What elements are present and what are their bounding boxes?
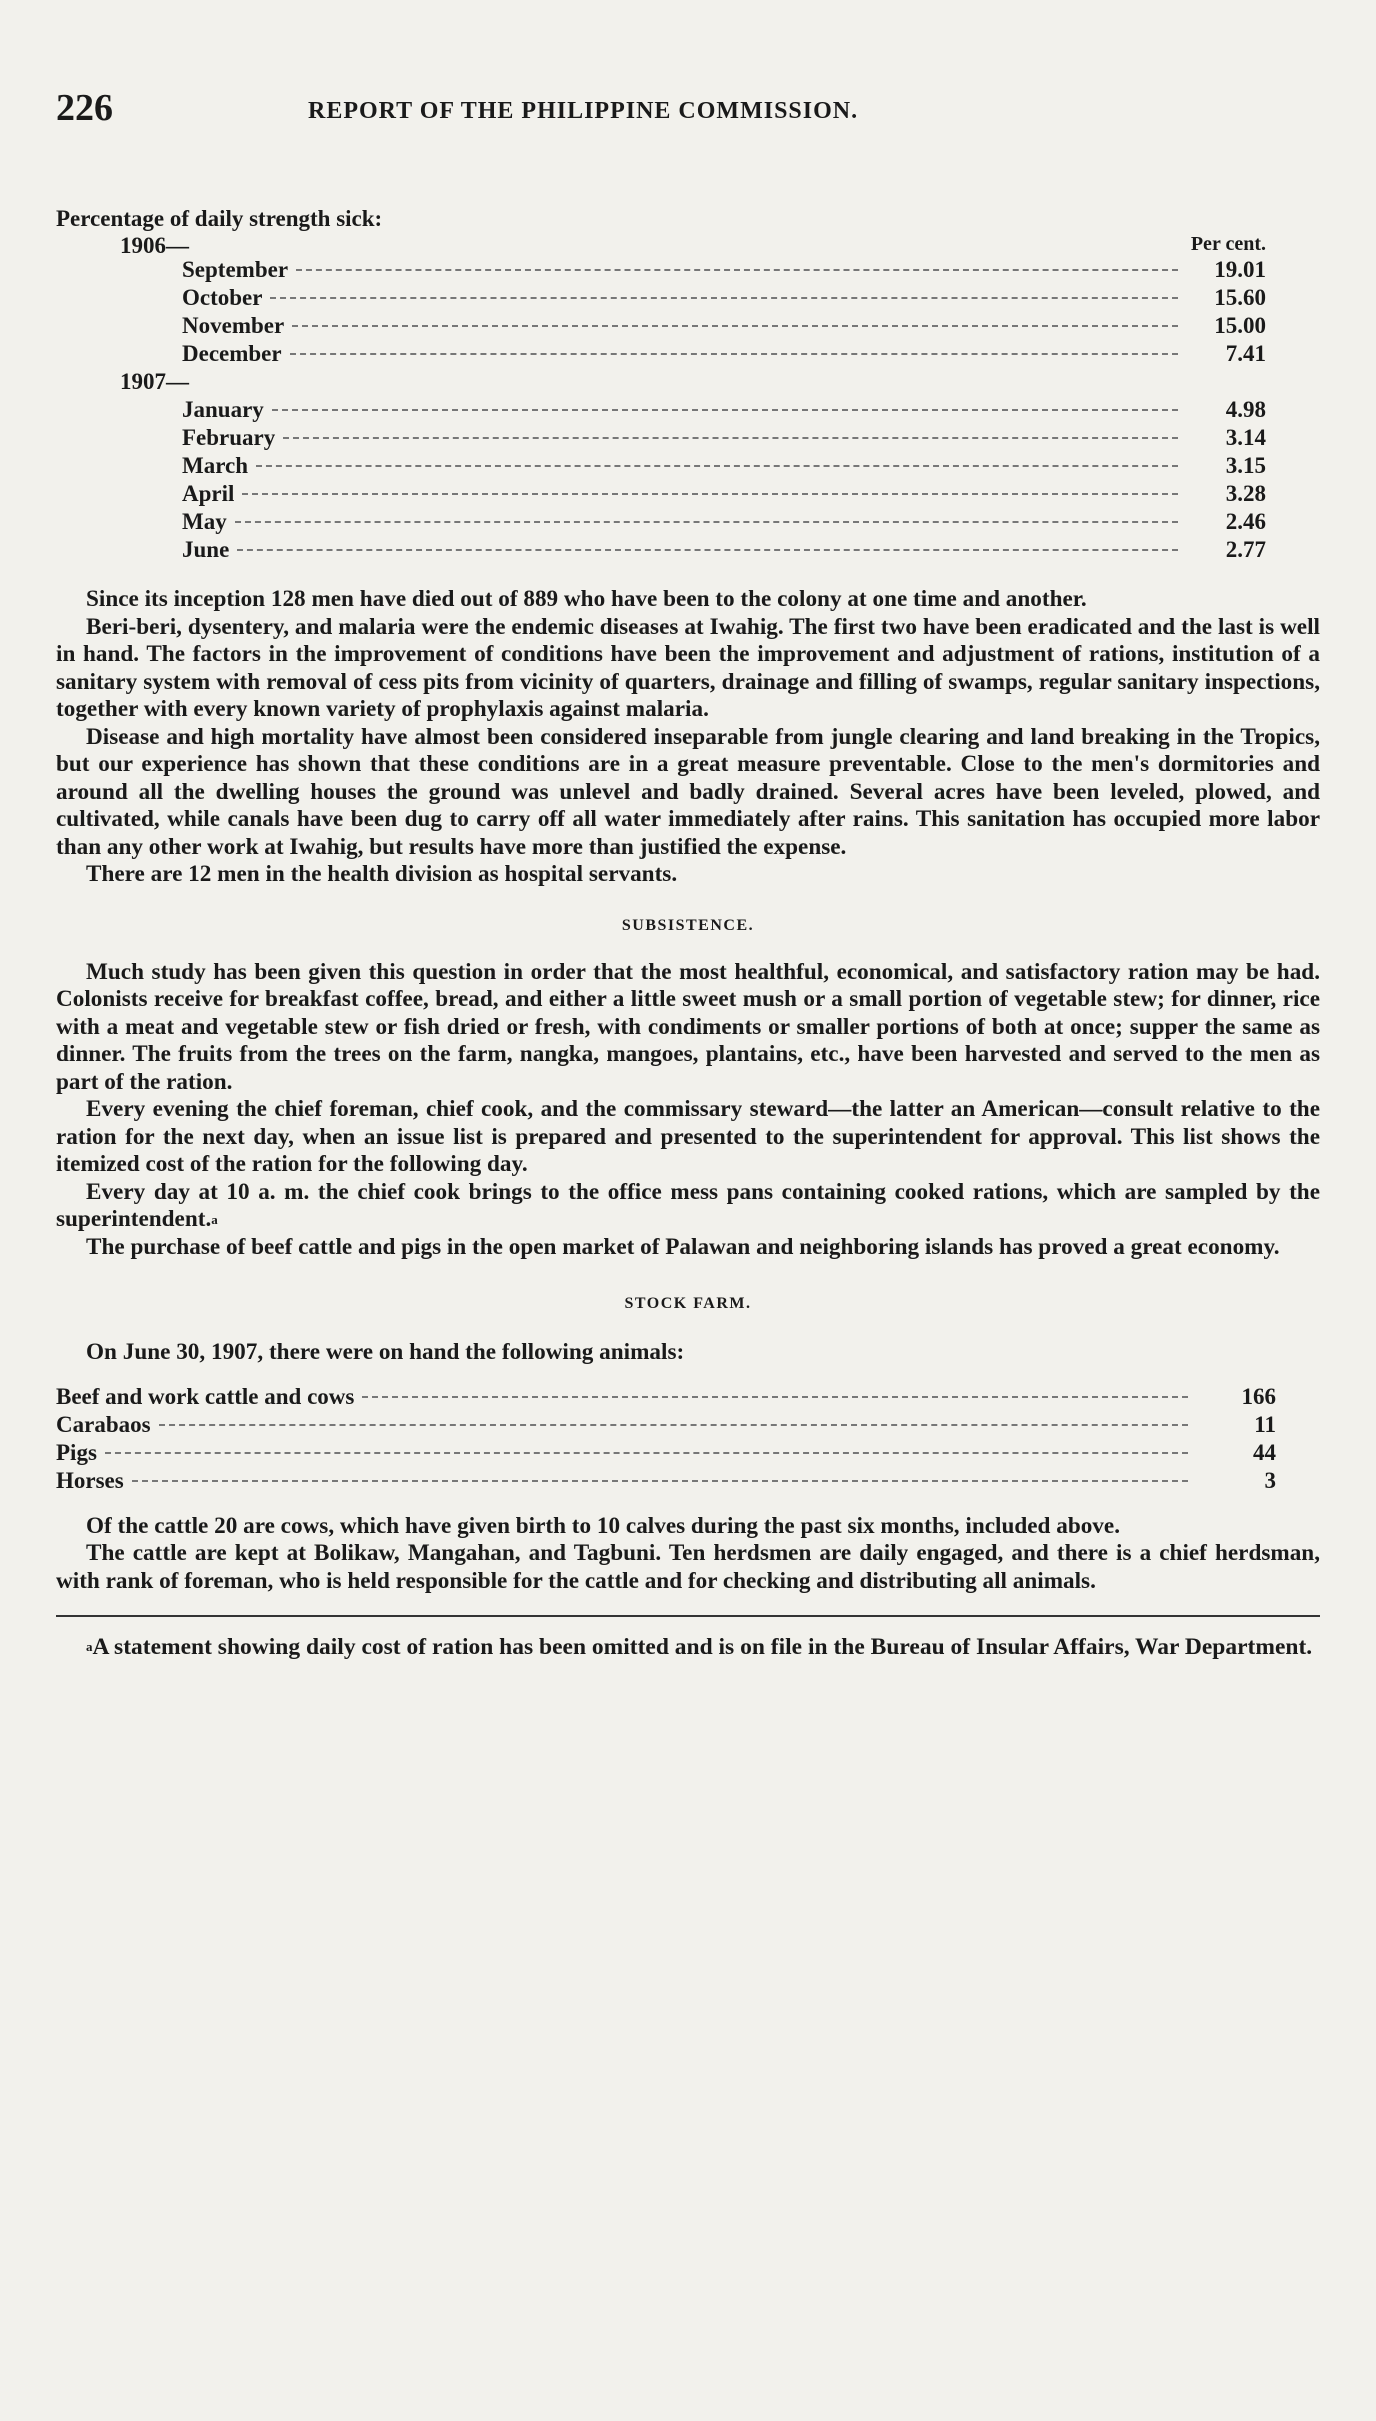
footnote-rule bbox=[56, 1615, 1320, 1617]
paragraph: Every evening the chief foreman, chief cook, and the commissary steward—the latter an American—consult relative to the ration for the next day, when an issue list is prepared and presented to the superintendent for approval. This list shows the itemized cost of the ration for the following day. bbox=[56, 1096, 1320, 1177]
dot-leader bbox=[290, 353, 1178, 355]
footnote-text: A statement showing daily cost of ration has been omitted and is on file in the Bureau of Insular Affairs, War Department. bbox=[92, 1634, 1313, 1660]
month-label: February bbox=[182, 425, 276, 450]
paragraph: The purchase of beef cattle and pigs in the open market of Palawan and neighboring islands has proved a great economy. bbox=[86, 1233, 1280, 1260]
percent-value: 2.77 bbox=[1225, 537, 1266, 562]
dot-leader bbox=[256, 465, 1178, 467]
month-label: November bbox=[182, 313, 285, 338]
year-label: 1907— bbox=[120, 369, 189, 394]
table-row bbox=[182, 396, 1266, 424]
paragraph: On June 30, 1907, there were on hand the following animals: bbox=[86, 1339, 685, 1365]
table-row bbox=[182, 480, 1266, 508]
page-number: 226 bbox=[56, 87, 113, 129]
dot-leader bbox=[105, 1452, 1188, 1454]
table-row bbox=[182, 340, 1266, 368]
percent-value: 3.15 bbox=[1225, 453, 1266, 478]
footnote bbox=[56, 1633, 1320, 1661]
percent-value: 2.46 bbox=[1225, 509, 1266, 534]
month-label: May bbox=[182, 509, 227, 534]
table-row bbox=[182, 536, 1266, 564]
percent-value: 7.41 bbox=[1225, 341, 1266, 366]
animal-label: Pigs bbox=[56, 1439, 97, 1465]
table-row bbox=[182, 508, 1266, 536]
dot-leader bbox=[235, 521, 1178, 523]
percent-value: 4.98 bbox=[1225, 397, 1266, 422]
table-row bbox=[182, 452, 1266, 480]
month-label: December bbox=[182, 341, 282, 366]
section-heading-subsistence: SUBSISTENCE. bbox=[621, 916, 755, 934]
animals-table bbox=[56, 1383, 1320, 1495]
month-label: October bbox=[182, 285, 263, 310]
dot-leader bbox=[362, 1396, 1188, 1398]
percent-value: 15.00 bbox=[1214, 313, 1266, 338]
table-row bbox=[56, 1411, 1276, 1439]
year-label: 1906— bbox=[120, 233, 189, 258]
percent-value: 3.14 bbox=[1225, 425, 1266, 450]
table-row bbox=[182, 424, 1266, 452]
document-page bbox=[56, 86, 1320, 1661]
dot-leader bbox=[242, 493, 1178, 495]
footnote-ref: a bbox=[211, 1212, 218, 1227]
percent-value: 3.28 bbox=[1225, 481, 1266, 506]
dot-leader bbox=[132, 1480, 1188, 1482]
paragraph: Beri-beri, dysentery, and malaria were the endemic diseases at Iwahig. The first two have been eradicated and the last is well in hand. The factors in the improvement of conditions have been the improvement and adjustment of rations, institution of a sanitary system with removal of cess pits from vicinity of quarters, drainage and filling of swamps, regular sanitary inspections, together with every known variety of prophylaxis against malaria. bbox=[56, 613, 1320, 722]
paragraph: There are 12 men in the health division as hospital servants. bbox=[86, 861, 678, 887]
dot-leader bbox=[272, 409, 1178, 411]
month-label: April bbox=[182, 481, 235, 506]
sick-table-caption: Percentage of daily strength sick: bbox=[56, 206, 383, 231]
paragraph: Since its inception 128 men have died out of 889 who have been to the colony at one time and another. bbox=[86, 586, 1087, 612]
animal-label: Beef and work cattle and cows bbox=[56, 1383, 355, 1409]
paragraph-text: Every day at 10 a. m. the chief cook brings to the office mess pans containing cooked rations, which are sampled by the superintendent. bbox=[56, 1178, 1320, 1232]
table-row bbox=[56, 1383, 1276, 1411]
animal-count: 11 bbox=[1254, 1411, 1276, 1437]
running-title: REPORT OF THE PHILIPPINE COMMISSION. bbox=[308, 98, 859, 124]
animal-count: 3 bbox=[1264, 1467, 1276, 1493]
animal-count: 166 bbox=[1241, 1383, 1276, 1409]
animal-label: Horses bbox=[56, 1467, 124, 1493]
month-label: January bbox=[182, 397, 264, 422]
table-row bbox=[182, 312, 1266, 340]
table-row bbox=[182, 284, 1266, 312]
dot-leader bbox=[237, 549, 1178, 551]
paragraph bbox=[56, 1179, 1320, 1234]
dot-leader bbox=[283, 437, 1178, 439]
table-row bbox=[56, 1467, 1276, 1495]
paragraph: Much study has been given this question in order that the most healthful, economical, and satisfactory ration may be had. Colonists receive for breakfast coffee, bread, and either a little sweet mush or a small portion of vegetable stew; for dinner, rice with a meat and vegetable stew or fish dried or fresh, with condiments or smaller portions of both at once; supper the same as dinner. The fruits from the trees on the farm, nangka, mangoes, plantains, etc., have been harvested and served to the men as part of the ration. bbox=[56, 958, 1320, 1095]
dot-leader bbox=[292, 325, 1178, 327]
animal-count: 44 bbox=[1253, 1439, 1276, 1465]
paragraph: The cattle are kept at Bolikaw, Mangahan, and Tagbuni. Ten herdsmen are daily engaged, and there is a chief herdsman, with rank of foreman, who is held responsible for the cattle and for checking and distributing all animals. bbox=[56, 1540, 1320, 1594]
table-row bbox=[182, 256, 1266, 284]
paragraph: Of the cattle 20 are cows, which have given birth to 10 calves during the past six months, included above. bbox=[86, 1512, 1120, 1539]
percent-value: 15.60 bbox=[1214, 285, 1266, 310]
per-cent-header: Per cent. bbox=[1190, 233, 1266, 255]
dot-leader bbox=[159, 1424, 1188, 1426]
section-heading-stock-farm: STOCK FARM. bbox=[624, 1295, 752, 1312]
footnote-marker: a bbox=[86, 1639, 93, 1654]
percent-value: 19.01 bbox=[1214, 257, 1266, 282]
dot-leader bbox=[296, 269, 1178, 271]
table-row bbox=[56, 1439, 1276, 1467]
month-label: September bbox=[182, 257, 289, 282]
running-head bbox=[56, 86, 1320, 146]
dot-leader bbox=[270, 297, 1178, 299]
paragraph: Disease and high mortality have almost been considered inseparable from jungle clearing and land breaking in the Tropics, but our experience has shown that these conditions are in a great measure preventable. Close to the men's dormitories and around all the dwelling houses the ground was unlevel and badly drained. Several acres have been leveled, plowed, and cultivated, while canals have been dug to carry off all water immediately after rains. This sanitation has occupied more labor than any other work at Iwahig, but results have more than justified the expense. bbox=[56, 723, 1320, 860]
sick-table bbox=[56, 232, 1320, 564]
month-label: March bbox=[182, 453, 249, 478]
animal-label: Carabaos bbox=[56, 1411, 151, 1437]
month-label: June bbox=[182, 537, 230, 562]
